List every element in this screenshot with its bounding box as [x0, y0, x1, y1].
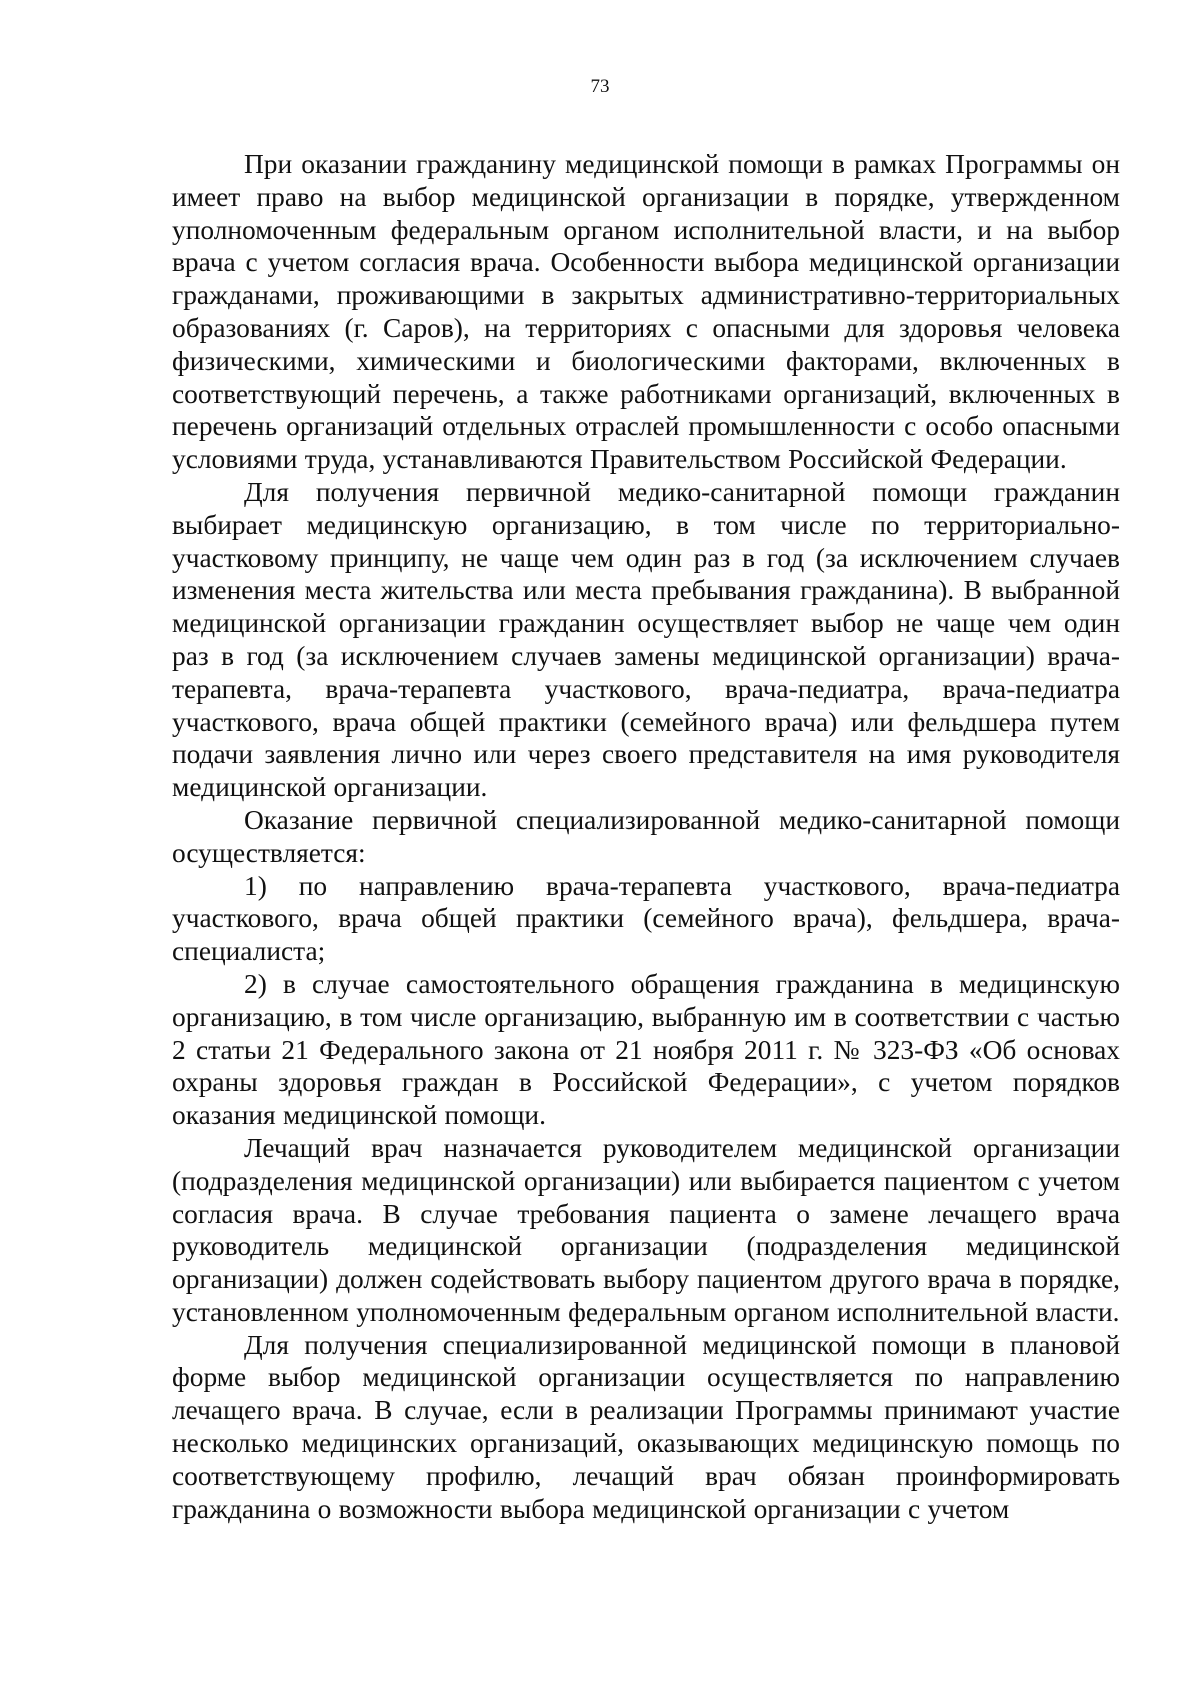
paragraph-primary-care-choice: Для получения первичной медико-санитарной помощи гражданин выбирает медицинскую организацию, в том числе по территориально-участковому принципу, не чаще чем один раз в год (за исключением случаев изменения места жительства или места пребывания гражданина). В выбранной медицинской организации гражданин осуществляет выбор не чаще чем один раз в год (за исключением случаев замены медицинской организации) врача-терапевта, врача-терапевта участкового, врача-педиатра, врача-педиатра участкового, врача общей практики (семейного врача) или фельдшера путем подачи заявления лично или через своего представителя на имя руководителя медицинской организации. — [172, 476, 1120, 803]
page-number: 73 — [590, 76, 610, 97]
paragraph-choice-of-organization: При оказании гражданину медицинской помощи в рамках Программы он имеет право на выбор медицинской организации в порядке, утвержденном уполномоченным федеральным органом исполнительной власти, и на выбор врача с учетом согласия врача. Особенности выбора медицинской организации гражданами, проживающими в закрытых административно-территориальных образованиях (г. Саров), на территориях с опасными для здоровья человека физическими, химическими и биологическими факторами, включенных в соответствующий перечень, а также работниками организаций, включенных в перечень организаций отдельных отраслей промышленности с особо опасными условиями труда, устанавливаются Правительством Российской Федерации. — [172, 149, 1120, 475]
list-item-referral: 1) по направлению врача-терапевта участкового, врача-педиатра участкового, врача общей практики (семейного врача), фельдшера, врача-специалиста; — [172, 870, 1120, 967]
paragraph-attending-physician: Лечащий врач назначается руководителем медицинской организации (подразделения медицинской организации) или выбирается пациентом с учетом согласия врача. В случае требования пациента о замене лечащего врача руководитель медицинской организации (подразделения медицинской организации) должен содействовать выбору пациентом другого врача в порядке, установленном уполномоченным федеральным органом исполнительной власти. — [172, 1132, 1120, 1327]
document-body — [172, 148, 1120, 1525]
paragraph-specialized-primary-care: Оказание первичной специализированной медико-санитарной помощи осуществляется: — [172, 804, 1120, 868]
list-item-self-referral: 2) в случае самостоятельного обращения гражданина в медицинскую организацию, в том числе организацию, выбранную им в соответствии с частью 2 статьи 21 Федерального закона от 21 ноября 2011 г. № 323-ФЗ «Об основах охраны здоровья граждан в Российской Федерации», с учетом порядков оказания медицинской помощи. — [172, 968, 1120, 1131]
paragraph-specialized-care-planned: Для получения специализированной медицинской помощи в плановой форме выбор медицинской организации осуществляется по направлению лечащего врача. В случае, если в реализации Программы принимают участие несколько медицинских организаций, оказывающих медицинскую помощь по соответствующему профилю, лечащий врач обязан проинформировать гражданина о возможности выбора медицинской организации с учетом — [172, 1329, 1120, 1524]
